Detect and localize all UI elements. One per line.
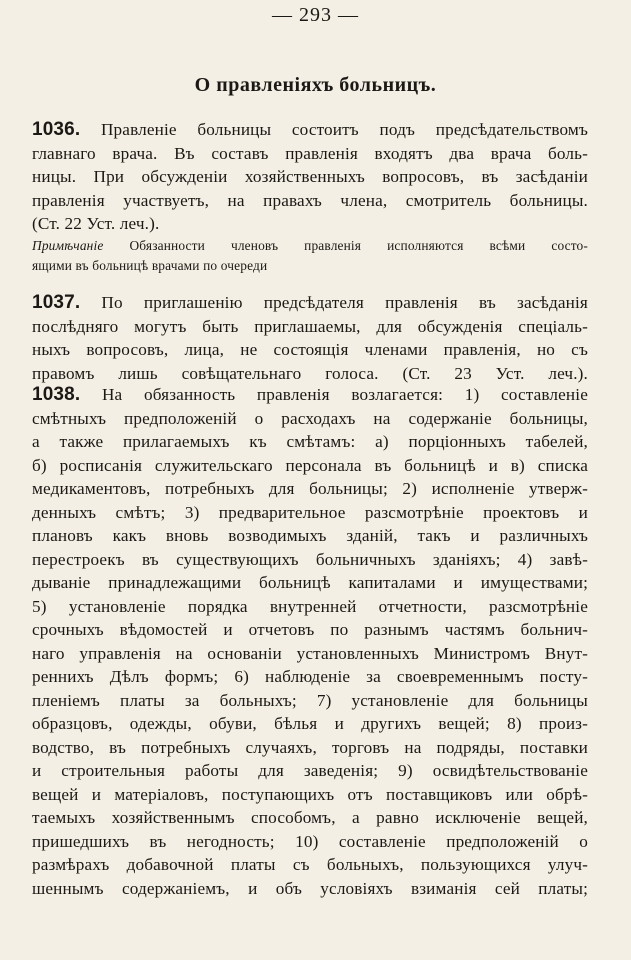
article-line: образцовъ, одежды, обуви, бѣлья и другихъ вещей; 8) произ-: [32, 714, 588, 733]
article-line: срочныхъ вѣдомостей и отчетовъ по разнымъ частямъ больнич-: [32, 620, 588, 639]
note-line: [32, 236, 588, 256]
article-line: ныхъ вопросовъ, лица, не состоящія членами правленія, но съ: [32, 340, 588, 359]
note-1036: [32, 236, 588, 276]
article-line: водство, въ потребныхъ случаяхъ, торговъ на подряды, поставки: [32, 737, 588, 757]
article-line: и строительныя работы для заведенія; 9) освидѣтельствованіе: [32, 761, 588, 780]
article-line: [32, 118, 588, 142]
article-line: пленіемъ платы за больныхъ; 7) установленіе для больницы: [32, 690, 588, 710]
page-number: — 293 —: [272, 4, 359, 26]
note-label: Примѣчаніе: [32, 238, 104, 253]
article-line: б) росписанія служительскаго персонала въ больницѣ и в) списка: [32, 455, 588, 475]
article-line: правомъ лишь совѣщательнаго голоса. (Ст. 23 Уст. леч.).: [32, 363, 588, 383]
article-line: шеннымъ содержаніемъ, и объ условіяхъ взиманія сей платы;: [32, 878, 588, 898]
article-number: 1036.: [32, 119, 81, 140]
article-line: дываніе принадлежащими больницѣ капиталами и имуществами;: [32, 573, 588, 592]
article-line: главнаго врача. Въ составъ правленія входятъ два врача боль-: [32, 143, 588, 163]
article-line: вещей и матеріаловъ, поступающихъ отъ поставщиковъ или обрѣ-: [32, 784, 588, 804]
article-1036: [32, 118, 588, 236]
article-line: таемыхъ хозяйственнымъ способомъ, а равно исключеніе вещей,: [32, 808, 588, 827]
article-line: денныхъ смѣтъ; 3) предварительное разсмотрѣніе проектовъ и: [32, 502, 588, 522]
article-line: правленія участвуетъ, на правахъ члена, смотритель больницы.: [32, 190, 588, 210]
article-line: плановъ какъ вновь возводимыхъ зданій, такъ и различныхъ: [32, 526, 588, 545]
article-text: На обязанность правленія возлагается: 1) составленіе: [80, 385, 588, 404]
article-1037: [32, 291, 588, 385]
section-title: О правленіяхъ больницъ.: [194, 74, 437, 96]
article-line: [32, 291, 588, 315]
article-1038: [32, 383, 588, 900]
note-text: Обязанности членовъ правленія исполняются всѣми состо-: [103, 238, 588, 253]
article-line: реннихъ Дѣлъ формъ; 6) наблюденіе за своевременнымъ посту-: [32, 667, 588, 686]
article-text: Правленіе больницы состоитъ подъ предсѣдательствомъ: [80, 120, 588, 139]
article-number: 1038.: [32, 384, 81, 405]
article-line: медикаментовъ, потребныхъ для больницы; 2) исполненіе утверж-: [32, 479, 588, 498]
article-line: перестроекъ въ существующихъ больничныхъ зданіяхъ; 4) завѣ-: [32, 549, 588, 569]
article-line: 5) установленіе порядка внутренней отчетности, разсмотрѣніе: [32, 596, 588, 616]
article-line: а также прилагаемыхъ къ смѣтамъ: а) порціонныхъ табелей,: [32, 432, 588, 451]
article-line: наго управленія на основаніи установленныхъ Министромъ Внут-: [32, 643, 588, 663]
article-line: пришедшихъ въ негодность; 10) составленіе предположеній о: [32, 831, 588, 851]
article-line: ницы. При обсужденіи хозяйственныхъ вопросовъ, въ засѣданіи: [32, 167, 588, 186]
article-line: смѣтныхъ предположеній о расходахъ на содержаніе больницы,: [32, 408, 588, 428]
article-number: 1037.: [32, 292, 81, 313]
article-text: По приглашенію предсѣдателя правленія въ засѣданія: [80, 293, 588, 312]
article-line: послѣдняго могутъ быть приглашаемы, для обсужденія спеціаль-: [32, 316, 588, 336]
article-line: размѣрахъ добавочной платы съ больныхъ, пользующихся улуч-: [32, 855, 588, 874]
article-line: (Ст. 22 Уст. леч.).: [32, 214, 160, 233]
note-line: ящими въ больницѣ врачами по очереди: [32, 258, 268, 273]
article-line: [32, 383, 588, 407]
